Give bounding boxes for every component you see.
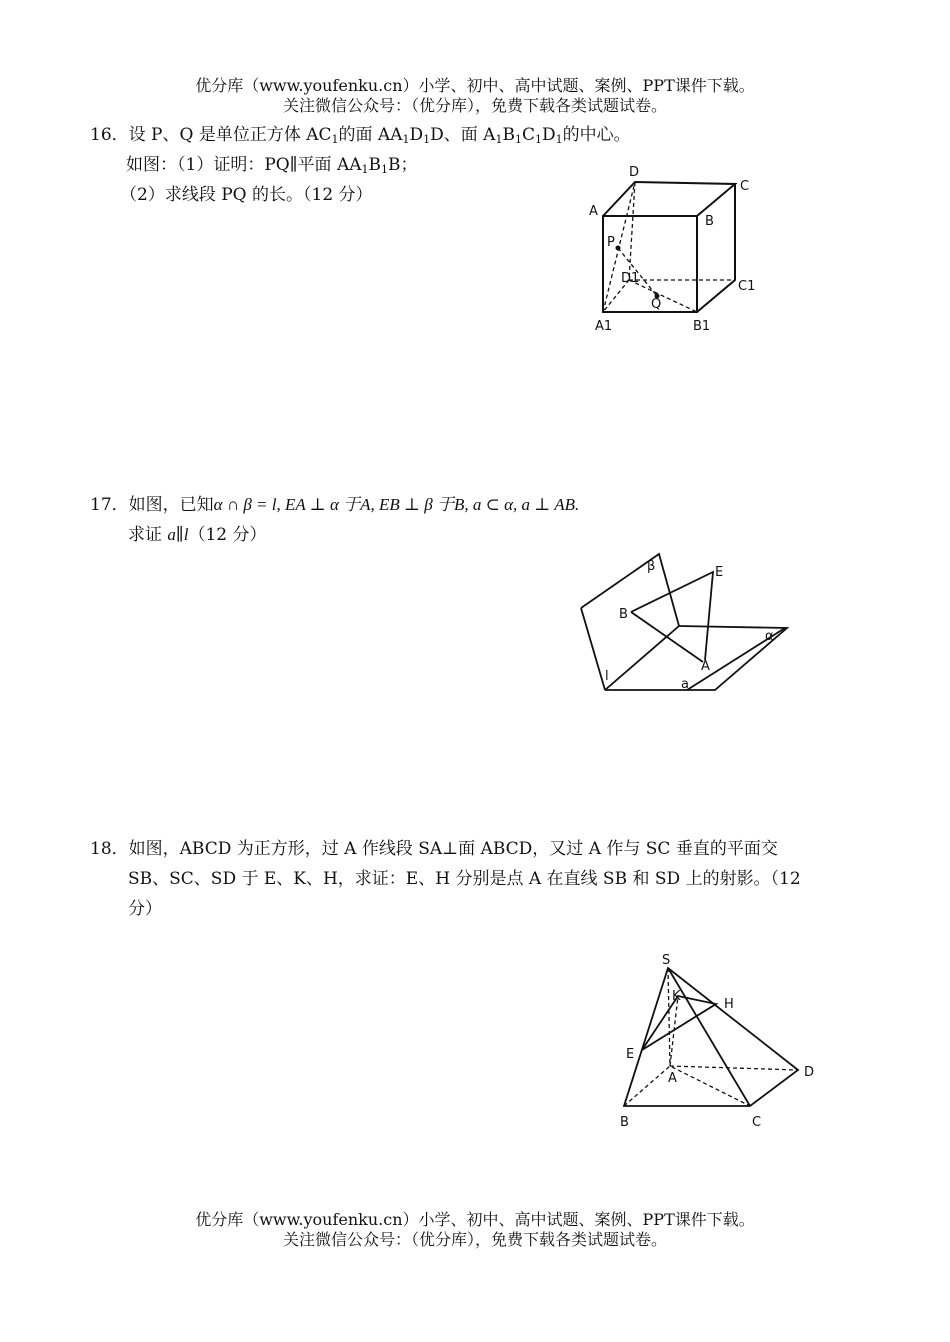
segments-b-e-a	[631, 572, 713, 660]
header-line-2: 关注微信公众号：（优分库），免费下载各类试题试卷。	[282, 96, 667, 115]
label-b: B	[620, 1115, 629, 1130]
label-p: P	[607, 235, 615, 250]
label-d: D	[629, 165, 640, 180]
question-17	[90, 490, 579, 550]
label-l: l	[605, 669, 609, 684]
footer-line-2: 关注微信公众号：（优分库），免费下载各类试题试卷。	[282, 1230, 667, 1249]
line-l	[581, 608, 605, 690]
question-16	[90, 120, 631, 210]
segment-ba	[631, 612, 703, 662]
q17-prove: 求证 a∥l（12 分）	[128, 525, 267, 545]
label-q: Q	[651, 297, 662, 312]
question-18	[90, 834, 890, 924]
label-a1: A1	[595, 319, 613, 334]
hidden-edge-sa	[668, 968, 670, 1066]
hidden-edges-ab-ac	[624, 1066, 750, 1106]
label-b: B	[705, 214, 714, 229]
point-p	[616, 246, 621, 251]
label-a: A	[589, 204, 598, 219]
q18-line-3: 分）	[128, 899, 162, 919]
q17-number: 17．	[90, 495, 129, 515]
label-b1: B1	[693, 319, 711, 334]
q16-number: 16．	[90, 125, 129, 145]
right-edges	[697, 184, 735, 312]
q17-statement: 17．如图，已知α ∩ β = l, EA ⊥ α 于A, EB ⊥ β 于B, a ⊂ α, a ⊥ AB.	[90, 495, 580, 515]
label-d1: D1	[621, 271, 640, 286]
label-c: C	[752, 1115, 762, 1130]
label-b: B	[619, 607, 628, 622]
planes-diagram	[575, 550, 795, 700]
q16-cube-figure	[585, 160, 765, 344]
label-h: H	[724, 997, 734, 1012]
label-k: K	[672, 989, 681, 1004]
label-alpha: α	[765, 629, 774, 644]
header-line-1: 优分库（www.youfenku.cn）小学、初中、高中试题、案例、PPT课件下载。	[195, 76, 755, 95]
page-footer	[0, 1210, 950, 1250]
q17-condition: α ∩ β = l, EA ⊥ α 于A, EB ⊥ β 于B, a ⊂ α, a ⊥ AB.	[213, 495, 580, 514]
q18-line-1: 18．如图，ABCD 为正方形，过 A 作线段 SA⊥面 ABCD，又过 A 作与 SC 垂直的平面交	[90, 839, 778, 859]
label-s: S	[662, 953, 671, 968]
label-a: A	[668, 1071, 677, 1086]
page-header	[0, 76, 950, 116]
label-e: E	[715, 565, 724, 580]
hidden-edge-ad	[670, 1066, 798, 1070]
label-c1: C1	[738, 279, 756, 294]
pyramid-diagram	[612, 948, 832, 1138]
label-a-point: A	[701, 659, 710, 674]
cube-diagram	[585, 160, 765, 340]
footer-line-1: 优分库（www.youfenku.cn）小学、初中、高中试题、案例、PPT课件下载。	[195, 1210, 755, 1229]
q18-line-2: SB、SC、SD 于 E、K、H，求证：E、H 分别是点 A 在直线 SB 和 SD 上的射影。（12	[128, 869, 801, 889]
label-c: C	[740, 179, 750, 194]
q18-number: 18．	[90, 839, 129, 859]
q16-statement: 16．设 P、Q 是单位正方体 $AC_1$的面 $AA_1D_1D$、面 $A_1B_1C_1D_1$的中心。	[90, 125, 631, 146]
plane-beta-edges	[581, 554, 679, 626]
label-beta: β	[647, 559, 656, 574]
label-e: E	[626, 1047, 635, 1062]
front-face	[603, 216, 697, 312]
label-a-line: a	[681, 677, 689, 692]
q17-planes-figure	[575, 550, 795, 704]
top-edges	[603, 182, 735, 216]
q16-part-1: 如图：（1）证明：PQ∥平面 $AA_1B_1B$；	[126, 155, 418, 176]
label-d: D	[804, 1065, 815, 1080]
section-ekh-solid	[642, 996, 716, 1050]
cube-solid-edges	[603, 182, 735, 312]
q16-part-2: （2）求线段 PQ 的长。（12 分）	[120, 185, 373, 205]
q18-pyramid-figure	[612, 948, 832, 1142]
plane-intersection	[605, 626, 679, 690]
